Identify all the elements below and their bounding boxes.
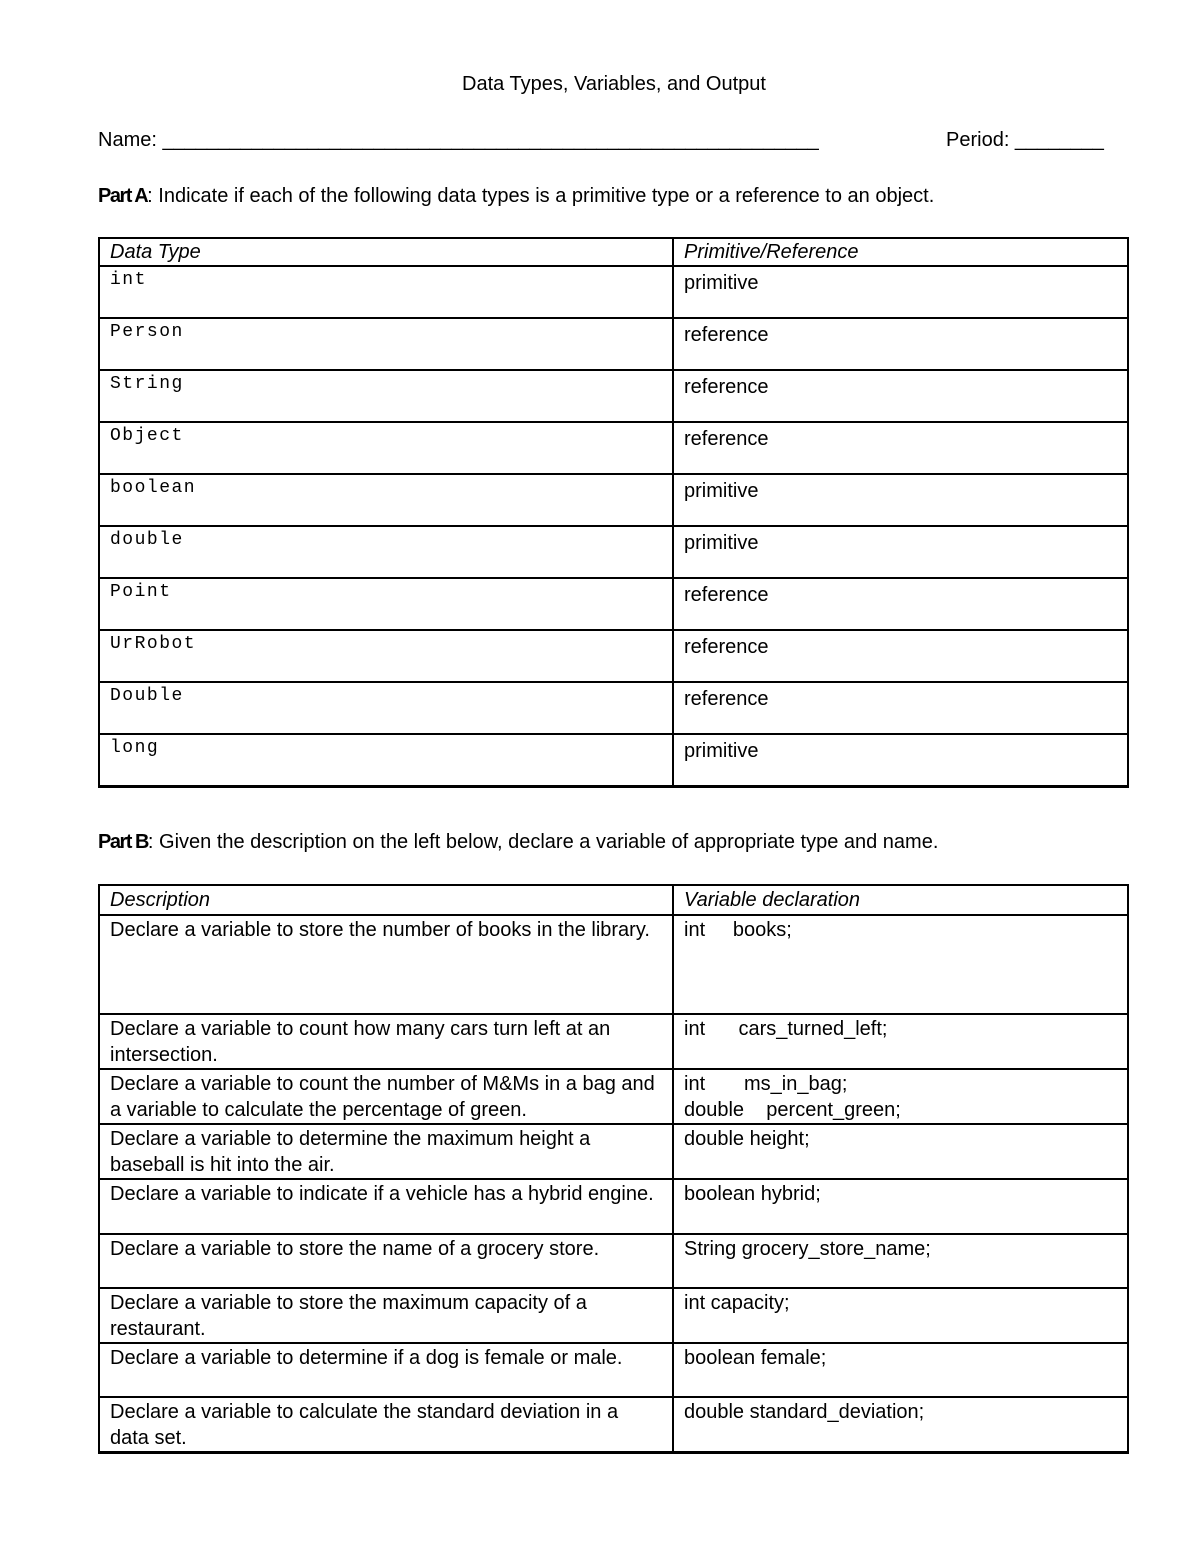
answer-cell: reference bbox=[673, 682, 1128, 734]
part-a-label: Part A bbox=[98, 185, 148, 207]
table-header-row bbox=[99, 238, 1128, 266]
part-a-instruction: : Indicate if each of the following data types is a primitive type or a reference to an object. bbox=[147, 185, 935, 207]
column-header-data-type: Data Type bbox=[110, 241, 201, 263]
column-header-description: Description bbox=[110, 889, 211, 911]
part-b-table bbox=[98, 884, 1129, 1454]
declaration-cell: boolean female; bbox=[673, 1343, 1128, 1397]
data-type-cell: boolean bbox=[99, 474, 673, 526]
answer-cell: reference bbox=[673, 370, 1128, 422]
part-a-heading bbox=[98, 184, 934, 208]
part-b-heading bbox=[98, 830, 938, 854]
data-type-cell: int bbox=[99, 266, 673, 318]
description-cell: Declare a variable to store the name of a grocery store. bbox=[99, 1234, 673, 1288]
answer-cell: primitive bbox=[673, 734, 1128, 787]
description-cell: Declare a variable to determine if a dog is female or male. bbox=[99, 1343, 673, 1397]
declaration-cell: double standard_deviation; bbox=[673, 1397, 1128, 1453]
description-cell: Declare a variable to store the maximum capacity of a restaurant. bbox=[99, 1288, 673, 1343]
name-field: Name: ___________________________________________________________ bbox=[98, 129, 819, 151]
table-row bbox=[99, 1179, 1128, 1234]
table-row bbox=[99, 526, 1128, 578]
answer-cell: reference bbox=[673, 422, 1128, 474]
answer-cell: reference bbox=[673, 578, 1128, 630]
description-cell: Declare a variable to count how many cars turn left at an intersection. bbox=[99, 1014, 673, 1069]
answer-cell: reference bbox=[673, 630, 1128, 682]
column-header-primitive-reference: Primitive/Reference bbox=[673, 238, 1128, 266]
table-row bbox=[99, 1234, 1128, 1288]
table-row bbox=[99, 1343, 1128, 1397]
declaration-cell: int capacity; bbox=[673, 1288, 1128, 1343]
table-row bbox=[99, 578, 1128, 630]
declaration-cell: int books; bbox=[673, 915, 1128, 1014]
table-row bbox=[99, 370, 1128, 422]
table-row bbox=[99, 915, 1128, 1014]
answer-cell: primitive bbox=[673, 474, 1128, 526]
part-b-instruction: : Given the description on the left below, declare a variable of appropriate type and name. bbox=[147, 831, 939, 853]
data-type-cell: Object bbox=[99, 422, 673, 474]
declaration-cell: double height; bbox=[673, 1124, 1128, 1179]
table-row bbox=[99, 734, 1128, 787]
table-row bbox=[99, 474, 1128, 526]
answer-cell: primitive bbox=[673, 526, 1128, 578]
answer-cell: reference bbox=[673, 318, 1128, 370]
table-row bbox=[99, 1397, 1128, 1453]
description-cell: Declare a variable to store the number of books in the library. bbox=[99, 915, 673, 1014]
part-b-label: Part B bbox=[98, 831, 148, 853]
data-type-cell: Person bbox=[99, 318, 673, 370]
answer-cell: primitive bbox=[673, 266, 1128, 318]
table-row bbox=[99, 1124, 1128, 1179]
column-header-variable-declaration: Variable declaration bbox=[673, 885, 1128, 915]
description-cell: Declare a variable to indicate if a vehicle has a hybrid engine. bbox=[99, 1179, 673, 1234]
table-row bbox=[99, 318, 1128, 370]
data-type-cell: long bbox=[99, 734, 673, 787]
declaration-cell: String grocery_store_name; bbox=[673, 1234, 1128, 1288]
description-cell: Declare a variable to count the number of M&Ms in a bag and a variable to calculate the percentage of green. bbox=[99, 1069, 673, 1124]
part-a-table bbox=[98, 237, 1129, 788]
data-type-cell: Double bbox=[99, 682, 673, 734]
description-cell: Declare a variable to calculate the standard deviation in a data set. bbox=[99, 1397, 673, 1453]
data-type-cell: Point bbox=[99, 578, 673, 630]
table-row bbox=[99, 266, 1128, 318]
declaration-cell: int cars_turned_left; bbox=[673, 1014, 1128, 1069]
description-cell: Declare a variable to determine the maximum height a baseball is hit into the air. bbox=[99, 1124, 673, 1179]
declaration-cell: boolean hybrid; bbox=[673, 1179, 1128, 1234]
declaration-cell: int ms_in_bag; double percent_green; bbox=[673, 1069, 1128, 1124]
table-row bbox=[99, 682, 1128, 734]
page-title: Data Types, Variables, and Output bbox=[462, 73, 766, 95]
table-row bbox=[99, 1014, 1128, 1069]
data-type-cell: double bbox=[99, 526, 673, 578]
table-row bbox=[99, 1069, 1128, 1124]
period-field: Period: ________ bbox=[946, 129, 1104, 151]
table-row bbox=[99, 422, 1128, 474]
data-type-cell: String bbox=[99, 370, 673, 422]
table-row bbox=[99, 630, 1128, 682]
table-row bbox=[99, 1288, 1128, 1343]
data-type-cell: UrRobot bbox=[99, 630, 673, 682]
table-header-row bbox=[99, 885, 1128, 915]
